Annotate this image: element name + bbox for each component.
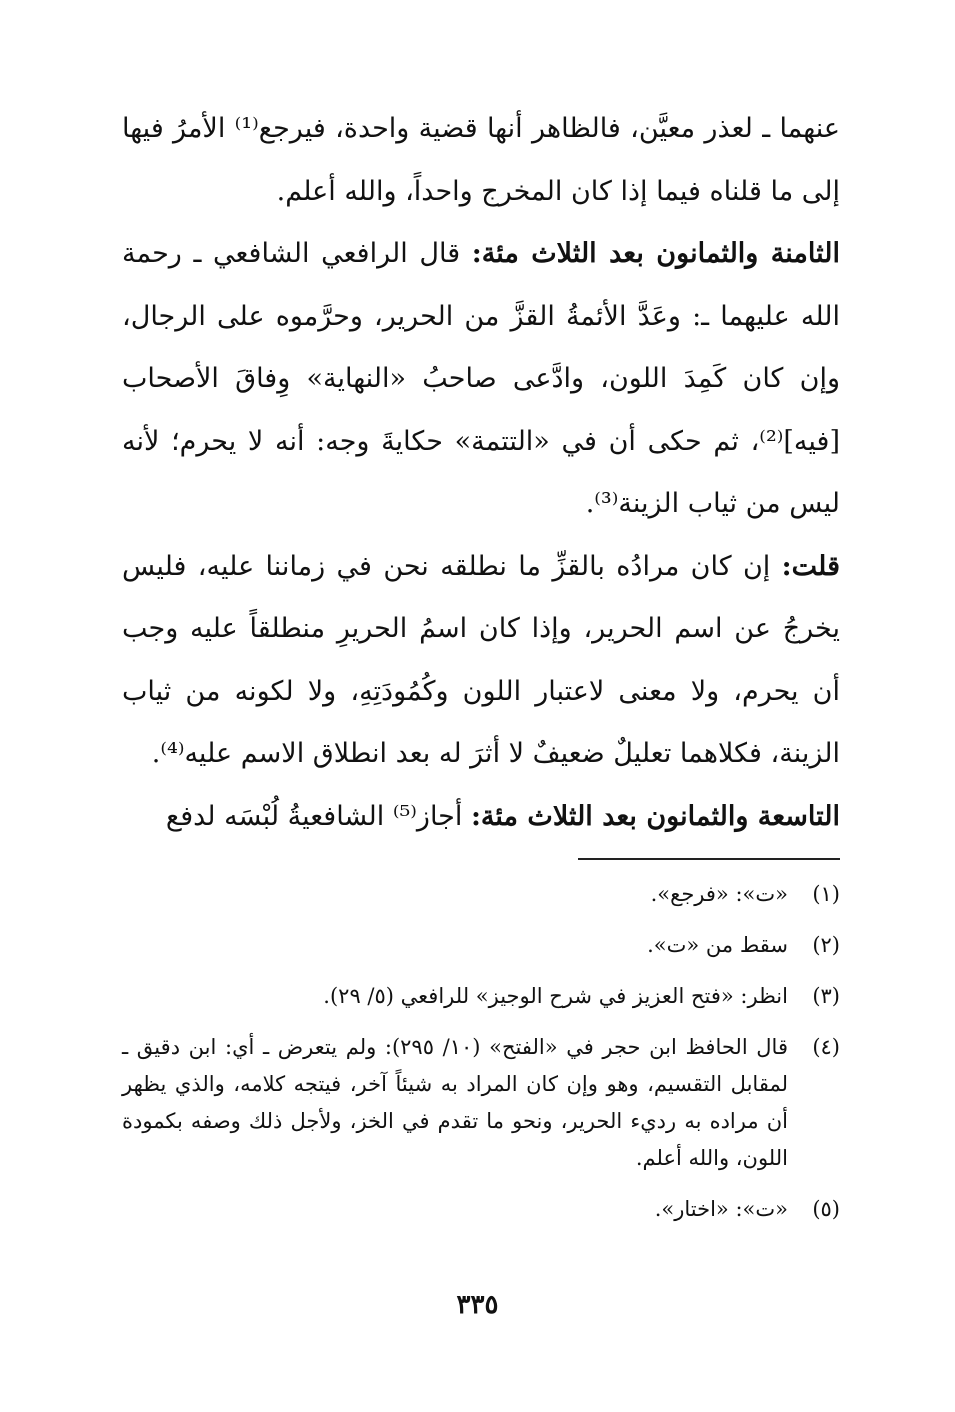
footnote-text: سقط من «ت».: [647, 933, 788, 957]
footnote-text: انظر: «فتح العزيز في شرح الوجيز» للرافعي (٥/ ٢٩).: [323, 984, 788, 1008]
paragraph-3: [122, 536, 840, 786]
qult-label: قلت:: [781, 550, 840, 582]
paragraph-3-text: إن كان مرادُه بالقزِّ ما نطلقه نحن في زماننا عليه، فليس يخرجُ عن اسم الحرير، وإذا كان اسمُ الحريرِ منطلقاً عليه وجب أن يحرم، ولا معنى لاعتبار اللون وكُمُودَتِهِ، ولا لكونه من ثياب الزينة، فكلاهما تعليلٌ ضعيفٌ لا أثرَ له بعد انطلاق الاسم عليه⁽⁴⁾.: [122, 550, 840, 769]
paragraph-2-text: قال الرافعي الشافعي ـ رحمة الله عليهما ـ: وعَدَّ الأئمةُ القزَّ من الحرير، وحرَّموه على الرجال، وإن كان كَمِدَ اللون، وادَّعى صاحبُ «النهاية» وِفاقَ الأصحاب [فيه]⁽²⁾، ثم حكى أن في «التتمة» حكايةَ وجه: أنه لا يحرم؛ لأنه ليس من ثياب الزينة⁽³⁾.: [122, 238, 840, 519]
paragraph-1: عنهما ـ لعذر معيَّن، فالظاهر أنها قضية واحدة، فيرجع⁽¹⁾ الأمرُ فيها إلى ما قلناه فيما إذا كان المخرج واحداً، والله أعلم.: [122, 113, 840, 207]
footnote-number: (١): [812, 882, 840, 906]
footnote-number: (٣): [812, 984, 840, 1008]
section-heading-389: التاسعة والثمانون بعد الثلاث مئة:: [470, 800, 840, 832]
footnote-number: (٢): [812, 933, 840, 957]
footnote-text: قال الحافظ ابن حجر في «الفتح» (١٠/ ٢٩٥): ولم يتعرض ـ أي: ابن دقيق ـ لمقابل التقسيم، وهو وإن كان المراد به شيئاً آخر، فيتجه كلامه، والذي يظهر أن مراده به رديء الحرير، ونحو ما تقدم في الخز، ولأجل ذلك وصفه بكمودة اللون، والله أعلم.: [122, 1035, 788, 1170]
paragraph-4: [122, 786, 840, 849]
footnote-item: [122, 1029, 840, 1177]
paragraph-4-text: أجاز⁽⁵⁾ الشافعيةُ لُبْسَه لدفع: [165, 800, 471, 832]
footnote-number: (٤): [812, 1035, 840, 1059]
footnotes: [122, 876, 840, 1242]
main-text: [122, 98, 840, 848]
footnote-number: (٥): [812, 1197, 840, 1221]
section-heading-388: الثامنة والثمانون بعد الثلاث مئة:: [471, 238, 840, 269]
footnote-divider: [578, 858, 840, 860]
footnote-item: [122, 876, 840, 913]
footnote-text: «ت»: «اختار».: [654, 1197, 788, 1221]
footnote-text: «ت»: «فرجع».: [650, 882, 788, 906]
footnote-item: [122, 978, 840, 1015]
footnote-item: [122, 1191, 840, 1228]
paragraph-2: [122, 223, 840, 536]
footnote-item: [122, 927, 840, 964]
page-number: ٣٣٥: [456, 1290, 499, 1320]
